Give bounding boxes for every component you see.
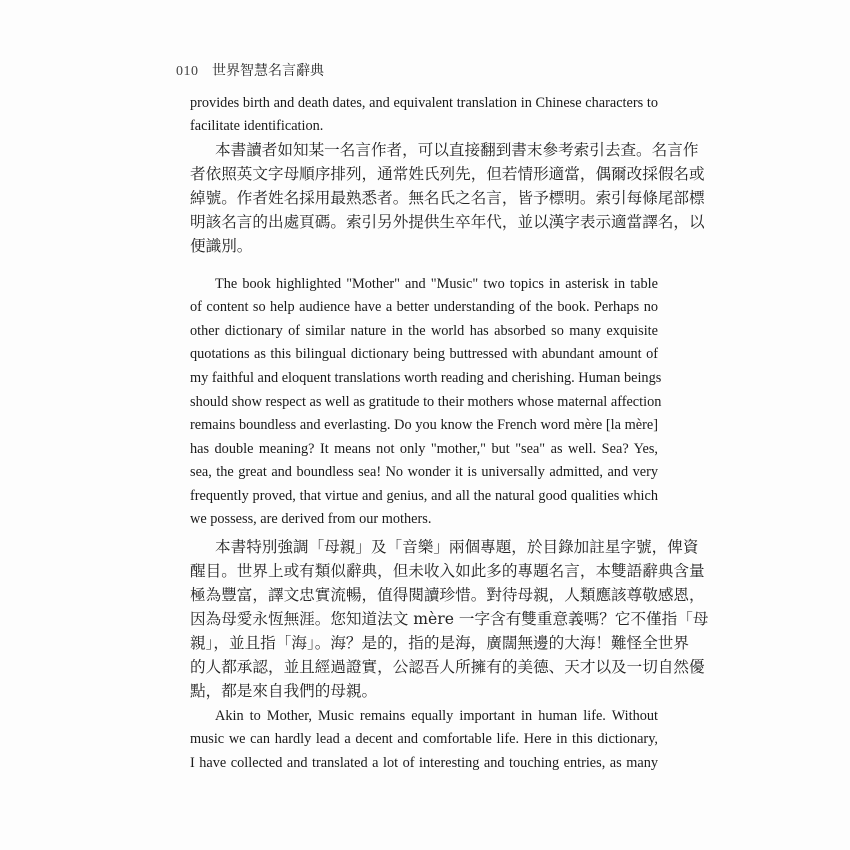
page-number: 010 (176, 64, 199, 79)
text-line: The book highlighted "Mother" and "Music" two topics in asterisk in table (215, 276, 658, 292)
text-line: 者依照英文字母順序排列，通常姓氏列先，但若情形適當，偶爾改採假名或 (190, 165, 705, 183)
text-line: provides birth and death dates, and equivalent translation in Chinese characters to (190, 95, 658, 111)
text-line: Akin to Mother, Music remains equally important in human life. Without (215, 708, 658, 724)
text-line: 的人都承認，並且經過證實，公認吾人所擁有的美德、天才以及一切自然優 (190, 658, 705, 676)
text-line: 極為豐富，譯文忠實流暢，值得閱讀珍惜。對待母親，人類應該尊敬感恩， (190, 586, 705, 604)
text-line: facilitate identification. (190, 118, 324, 134)
text-line: sea, the great and boundless sea! No wonder it is universally admitted, and very (190, 464, 658, 480)
text-line: quotations as this bilingual dictionary being buttressed with abundant amount of (190, 346, 658, 362)
running-head (176, 60, 324, 80)
text-line: 本書特別強調「母親」及「音樂」兩個專題，於目錄加註星字號，俾資 (215, 538, 699, 556)
text-line: 親」，並且指「海」。海？是的，指的是海，廣闊無邊的大海！難怪全世界 (190, 634, 689, 652)
text-line: 本書讀者如知某一名言作者，可以直接翻到書末參考索引去查。名言作 (215, 141, 699, 159)
text-line: 綽號。作者姓名採用最熟悉者。無名氏之名言，皆予標明。索引每條尾部標 (190, 189, 705, 207)
text-line: remains boundless and everlasting. Do you know the French word mère [la mère] (190, 417, 658, 433)
text-line: frequently proved, that virtue and genius, and all the natural good qualities which (190, 488, 658, 504)
text-line: we possess, are derived from our mothers. (190, 511, 432, 527)
book-title: 世界智慧名言辭典 (212, 63, 324, 79)
text-line: should show respect as well as gratitude to their mothers whose maternal affection (190, 394, 662, 410)
text-line: of content so help audience have a better understanding of the book. Perhaps no (190, 299, 658, 315)
text-line: music we can hardly lead a decent and comfortable life. Here in this dictionary, (190, 731, 658, 747)
text-line: 因為母愛永恆無涯。您知道法文 mère 一字含有雙重意義嗎？它不僅指「母 (190, 610, 709, 628)
text-line: 點，都是來自我們的母親。 (190, 682, 378, 700)
text-line: I have collected and translated a lot of interesting and touching entries, as many (190, 755, 658, 771)
text-line: other dictionary of similar nature in the world has absorbed so many exquisite (190, 323, 658, 339)
text-line: my faithful and eloquent translations worth reading and cherishing. Human beings (190, 370, 662, 386)
text-line: 明該名言的出處頁碼。索引另外提供生卒年代，並以漢字表示適當譯名，以 (190, 213, 705, 231)
text-line: 便識別。 (190, 237, 253, 255)
text-line: has double meaning? It means not only "mother," but "sea" as well. Sea? Yes, (190, 441, 658, 457)
text-line: 醒目。世界上或有類似辭典，但未收入如此多的專題名言，本雙語辭典含量 (190, 562, 705, 580)
